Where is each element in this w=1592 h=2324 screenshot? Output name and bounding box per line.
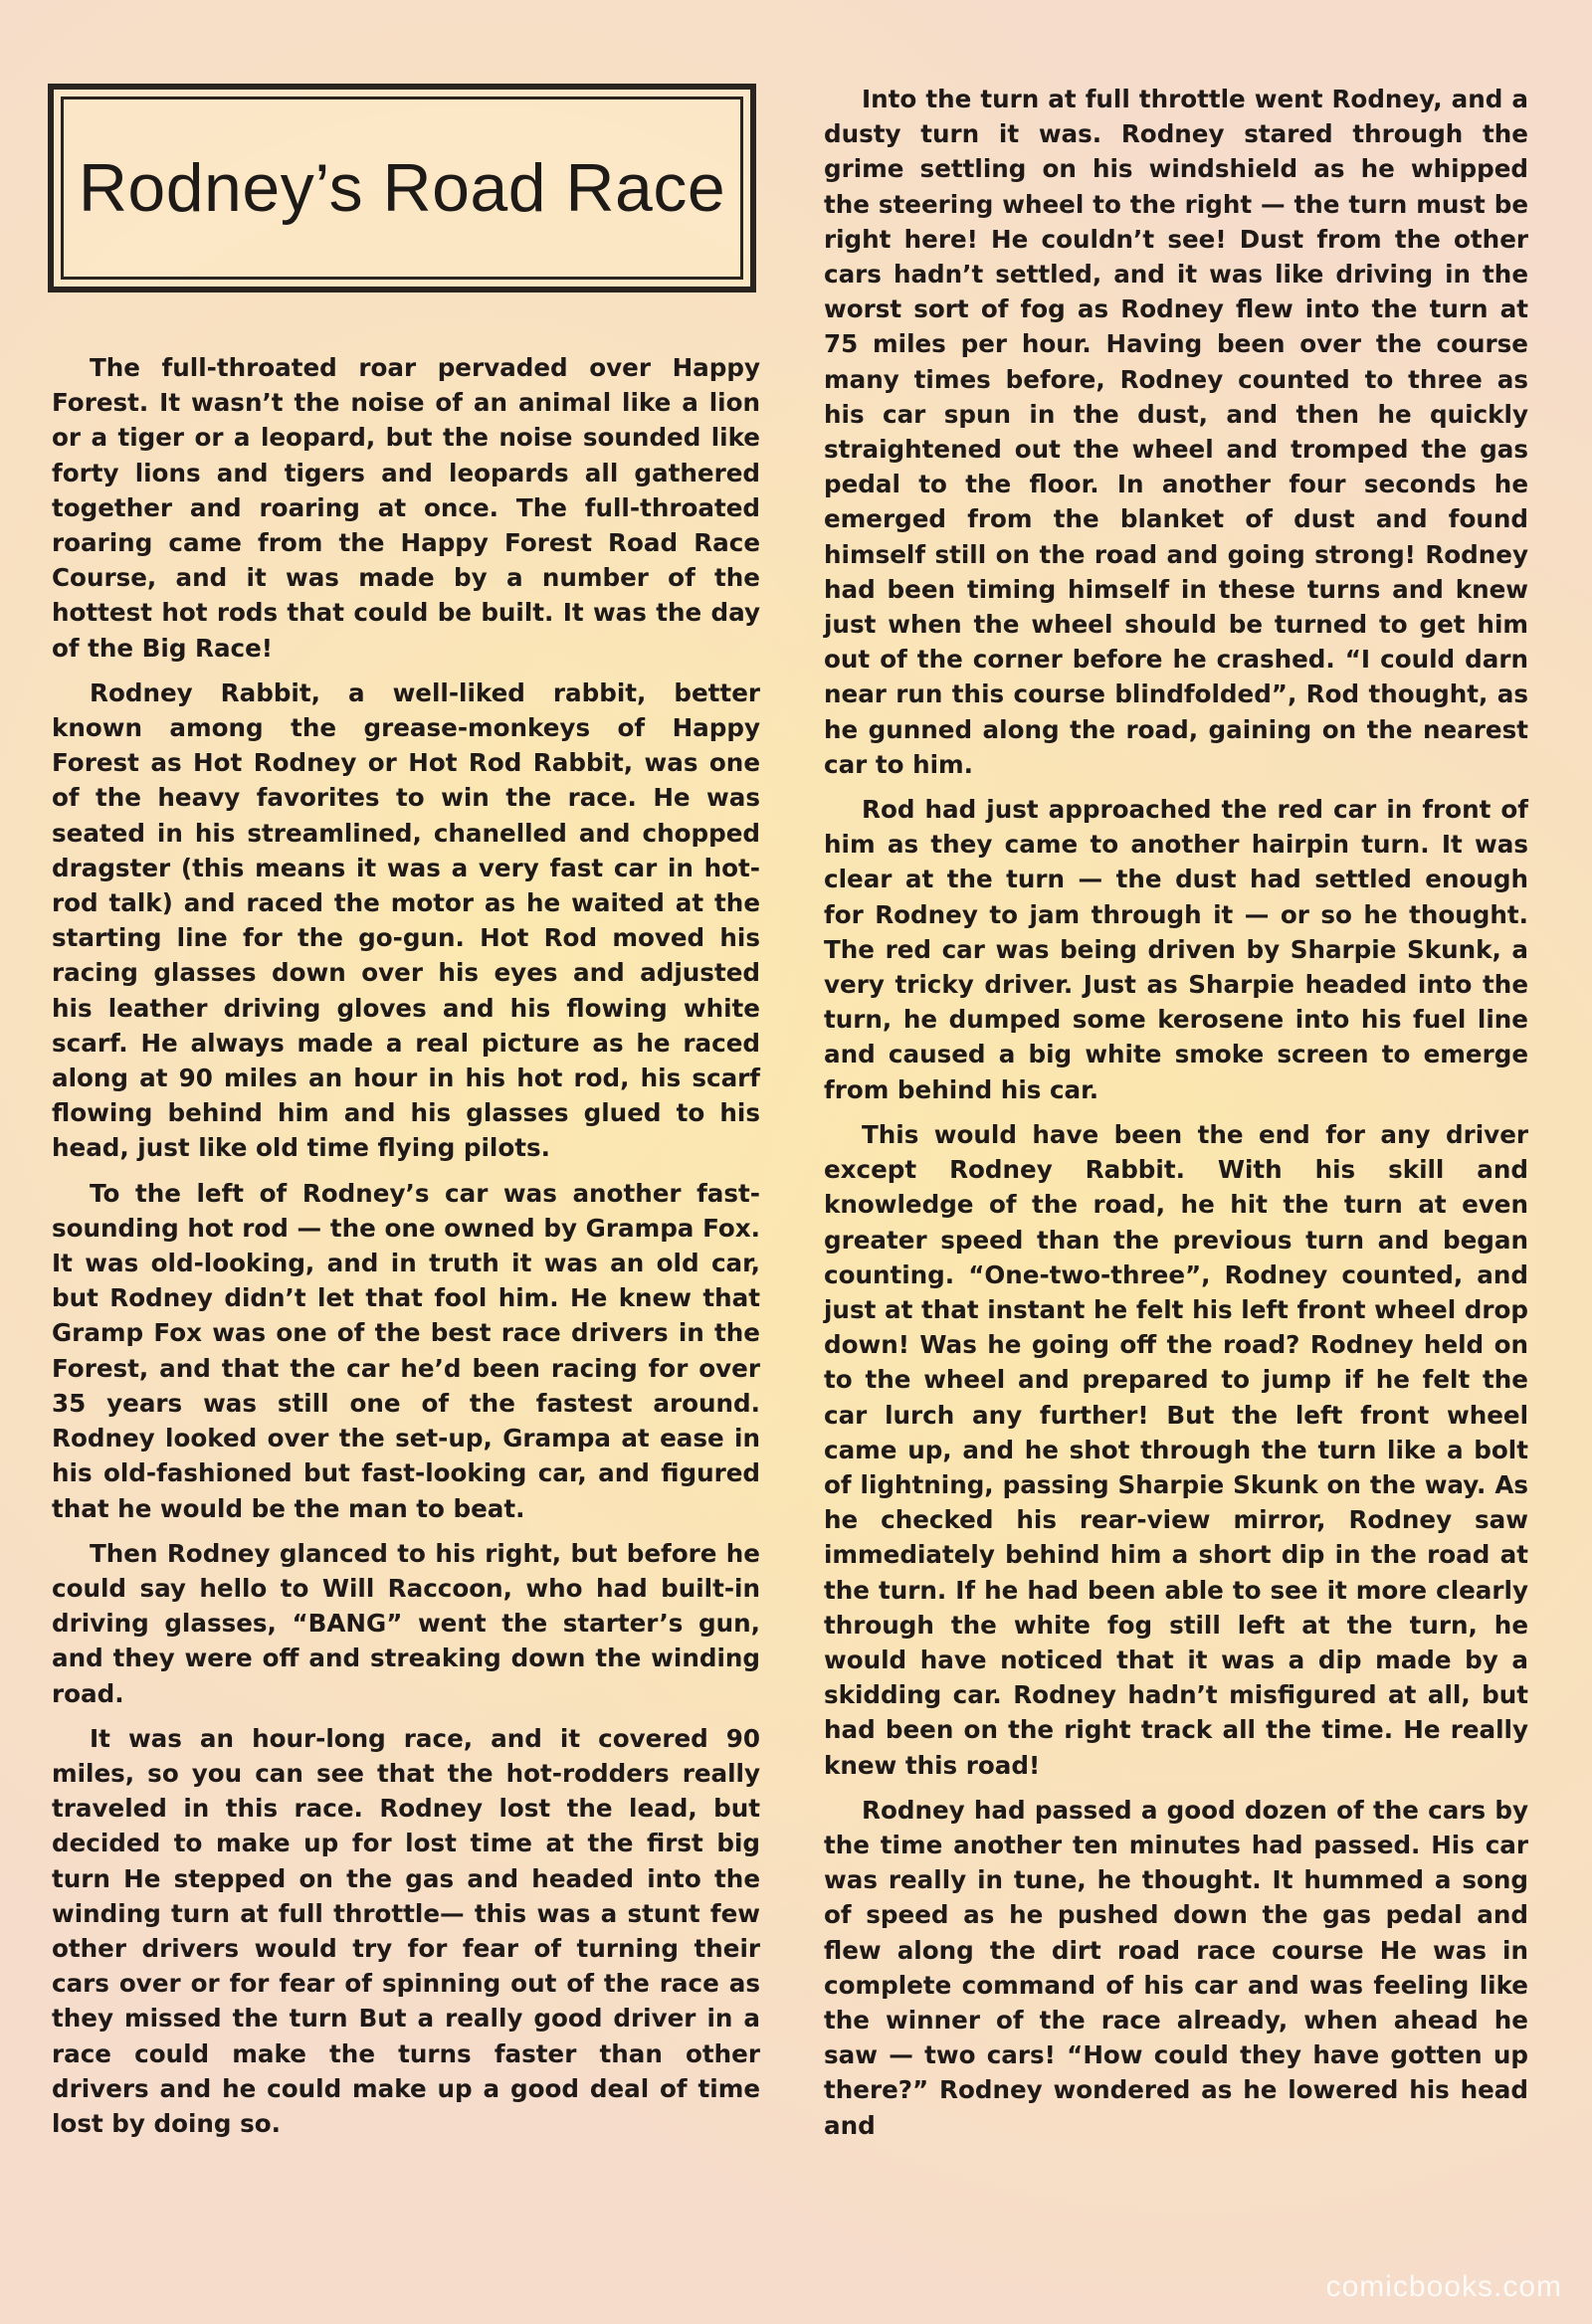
story-title: Rodney’s Road Race [78, 150, 726, 226]
paragraph: Rod had just approached the red car in front of him as they came to another hairpin turn. It was clear at the turn — the dust had settled enough for Rodney to jam through it — or so he thought. The red car was being driven by Sharpie Skunk, a very tricky driver. Just as Sharpie headed into the turn, he dumped some kerosene into his fuel line and caused a big white smoke screen to emerge from behind his car. [824, 795, 1528, 1104]
paragraph: To the left of Rodney’s car was another fast-sounding hot rod — the one owned by Grampa Fox. It was old-looking, and in truth it was an old car, but Rodney didn’t let that fool him. He knew that Gramp Fox was one of the best race drivers in the Forest, and that the car he’d been racing for over 35 years was still one of the fastest around. Rodney looked over the set-up, Grampa at ease in his old-fashioned but fast-looking car, and figured that he would be the man to beat. [52, 1178, 760, 1523]
watermark: comicbooks.com [1325, 2270, 1562, 2303]
paragraph: Rodney Rabbit, a well-liked rabbit, better known among the grease-monkeys of Happy Forest as Hot Rodney or Hot Rod Rabbit, was one of the heavy favorites to win the race. He was seated in his streamlined, chanelled and chopped dragster (this means it was a very fast car in hot-rod talk) and raced the motor as he waited at the starting line for the go-gun. Hot Rod moved his racing glasses down over his eyes and adjusted his leather driving gloves and his flowing white scarf. He always made a real picture as he raced along at 90 miles an hour in his hot rod, his scarf flowing behind him and his glasses glued to his head, just like old time flying pilots. [52, 678, 760, 1163]
paragraph: Then Rodney glanced to his right, but before he could say hello to Will Raccoon, who had built-in driving glasses, “BANG” went the starter’s gun, and they were off and streaking down the winding road. [52, 1538, 760, 1708]
paragraph: This would have been the end for any driver except Rodney Rabbit. With his skill and knowledge of the road, he hit the turn at even greater speed than the previous turn and began counting. “One-two-three”, Rodney counted, and just at that instant he felt his left front wheel drop down! Was he going off the road? Rodney held on to the wheel and prepared to jump if he felt the car lurch any further! But the left front wheel came up, and he shot through the turn like a bolt of lightning, passing Sharpie Skunk on the way. As he checked his rear-view mirror, Rodney saw immediately behind him a short dip in the road at the turn. If he had been able to see it more clearly through the white fog still left at the turn, he would have noticed that it was a dip made by a skidding car. Rodney hadn’t misfigured at all, but had been on the right track all the time. He really knew this road! [824, 1119, 1528, 1780]
title-box [48, 84, 756, 292]
paragraph: Into the turn at full throttle went Rodney, and a dusty turn it was. Rodney stared through the grime settling on his windshield as he whipped the steering wheel to the right — the turn must be right here! He couldn’t see! Dust from the other cars hadn’t settled, and it was like driving in the worst sort of fog as Rodney flew into the turn at 75 miles per hour. Having been over the course many times before, Rodney counted to three as his car spun in the dust, and then he quickly straightened out the wheel and tromped the gas pedal to the floor. In another four seconds he emerged from the blanket of dust and found himself still on the road and going strong! Rodney had been timing himself in these turns and knew just when the wheel should be turned to get him out of the corner before he crashed. “I could darn near run this course blindfolded”, Rod thought, as he gunned along the road, gaining on the nearest car to him. [824, 85, 1528, 779]
left-column [52, 350, 760, 2151]
paragraph: It was an hour-long race, and it covered 90 miles, so you can see that the hot-rodders really traveled in this race. Rodney lost the lead, but decided to make up for lost time at the first big turn He stepped on the gas and headed into the winding turn at full throttle— this was a stunt few other drivers would try for fear of turning their cars over or for fear of spinning out of the race as they missed the turn But a really good driver in a race could make the turns faster than other drivers and he could make up a good deal of time lost by doing so. [52, 1723, 760, 2138]
paragraph: Rodney had passed a good dozen of the cars by the time another ten minutes had passed. His car was really in tune, he thought. It hummed a song of speed as he pushed down the gas pedal and flew along the dirt road race course He was in complete command of his car and was feeling like the winner of the race already, when ahead he saw — two cars! “How could they have gotten up there?” Rodney wondered as he lowered his head and [824, 1795, 1528, 2140]
right-column [824, 82, 1528, 2153]
paragraph: The full-throated roar pervaded over Happy Forest. It wasn’t the noise of an animal like a lion or a tiger or a leopard, but the noise sounded like forty lions and tigers and leopards all gathered together and roaring at once. The full-throated roaring came from the Happy Forest Road Race Course, and it was made by a number of the hottest hot rods that could be built. It was the day of the Big Race! [52, 353, 760, 663]
